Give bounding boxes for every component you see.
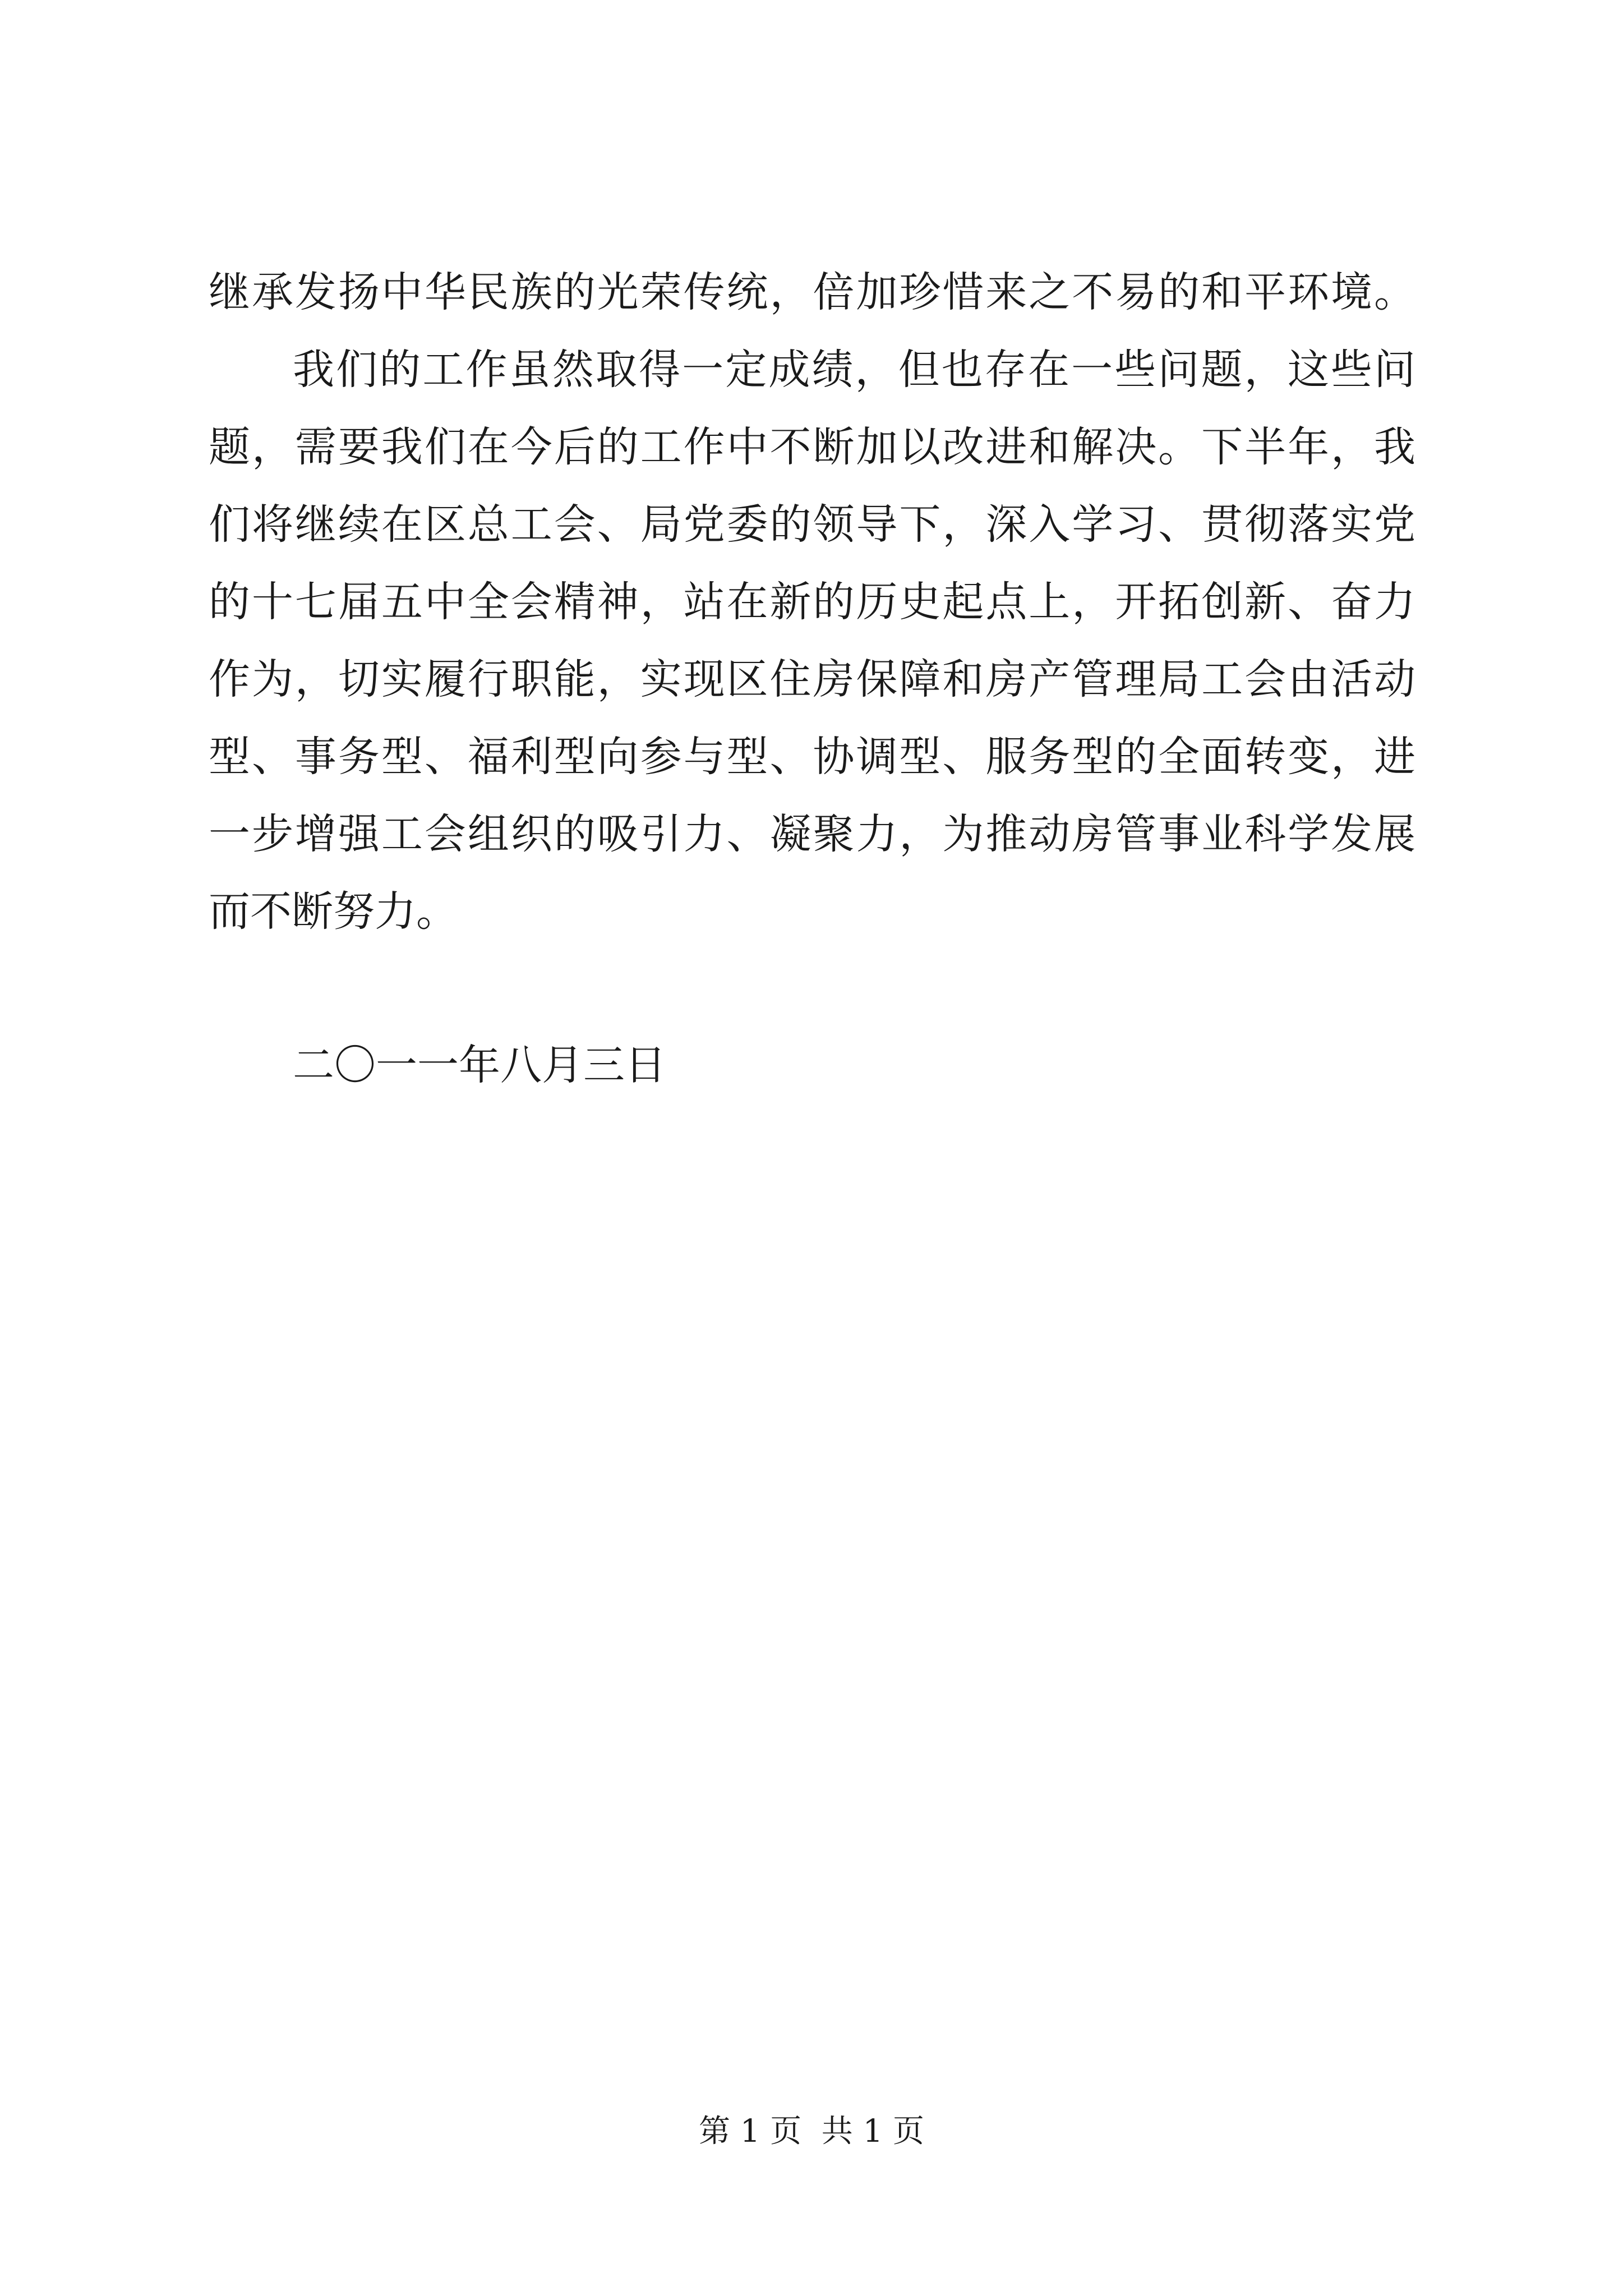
paragraph-2-line-3: 们将继续在区总工会、局党委的领导下，深入学习、贯彻落实党 (209, 500, 1415, 549)
paragraph-2-line-4: 的十七届五中全会精神，站在新的历史起点上，开拓创新、奋力 (209, 578, 1415, 626)
paragraph-2-line-2: 题，需要我们在今后的工作中不断加以改进和解决。下半年，我 (209, 423, 1415, 471)
paragraph-1-line-1: 继承发扬中华民族的光荣传统，倍加珍惜来之不易的和平环境。 (209, 268, 1415, 316)
paragraph-2-line-6: 型、事务型、福利型向参与型、协调型、服务型的全面转变，进 (209, 733, 1415, 781)
document-body (209, 254, 1415, 950)
page-footer (0, 2109, 1623, 2154)
paragraph-2-line-7: 一步增强工会组织的吸引力、凝聚力，为推动房管事业科学发展 (209, 810, 1415, 858)
document-date: 二〇一一年八月三日 (293, 1041, 666, 1089)
paragraph-2-line-5: 作为，切实履行职能，实现区住房保障和房产管理局工会由活动 (209, 655, 1415, 703)
paragraph-2-line-1: 我们的工作虽然取得一定成绩，但也存在一些问题，这些问 (293, 346, 1415, 394)
paragraph-2-line-8: 而不断努力。 (209, 887, 458, 936)
page-number-label: 第 1 页 共 1 页 (698, 2113, 925, 2150)
